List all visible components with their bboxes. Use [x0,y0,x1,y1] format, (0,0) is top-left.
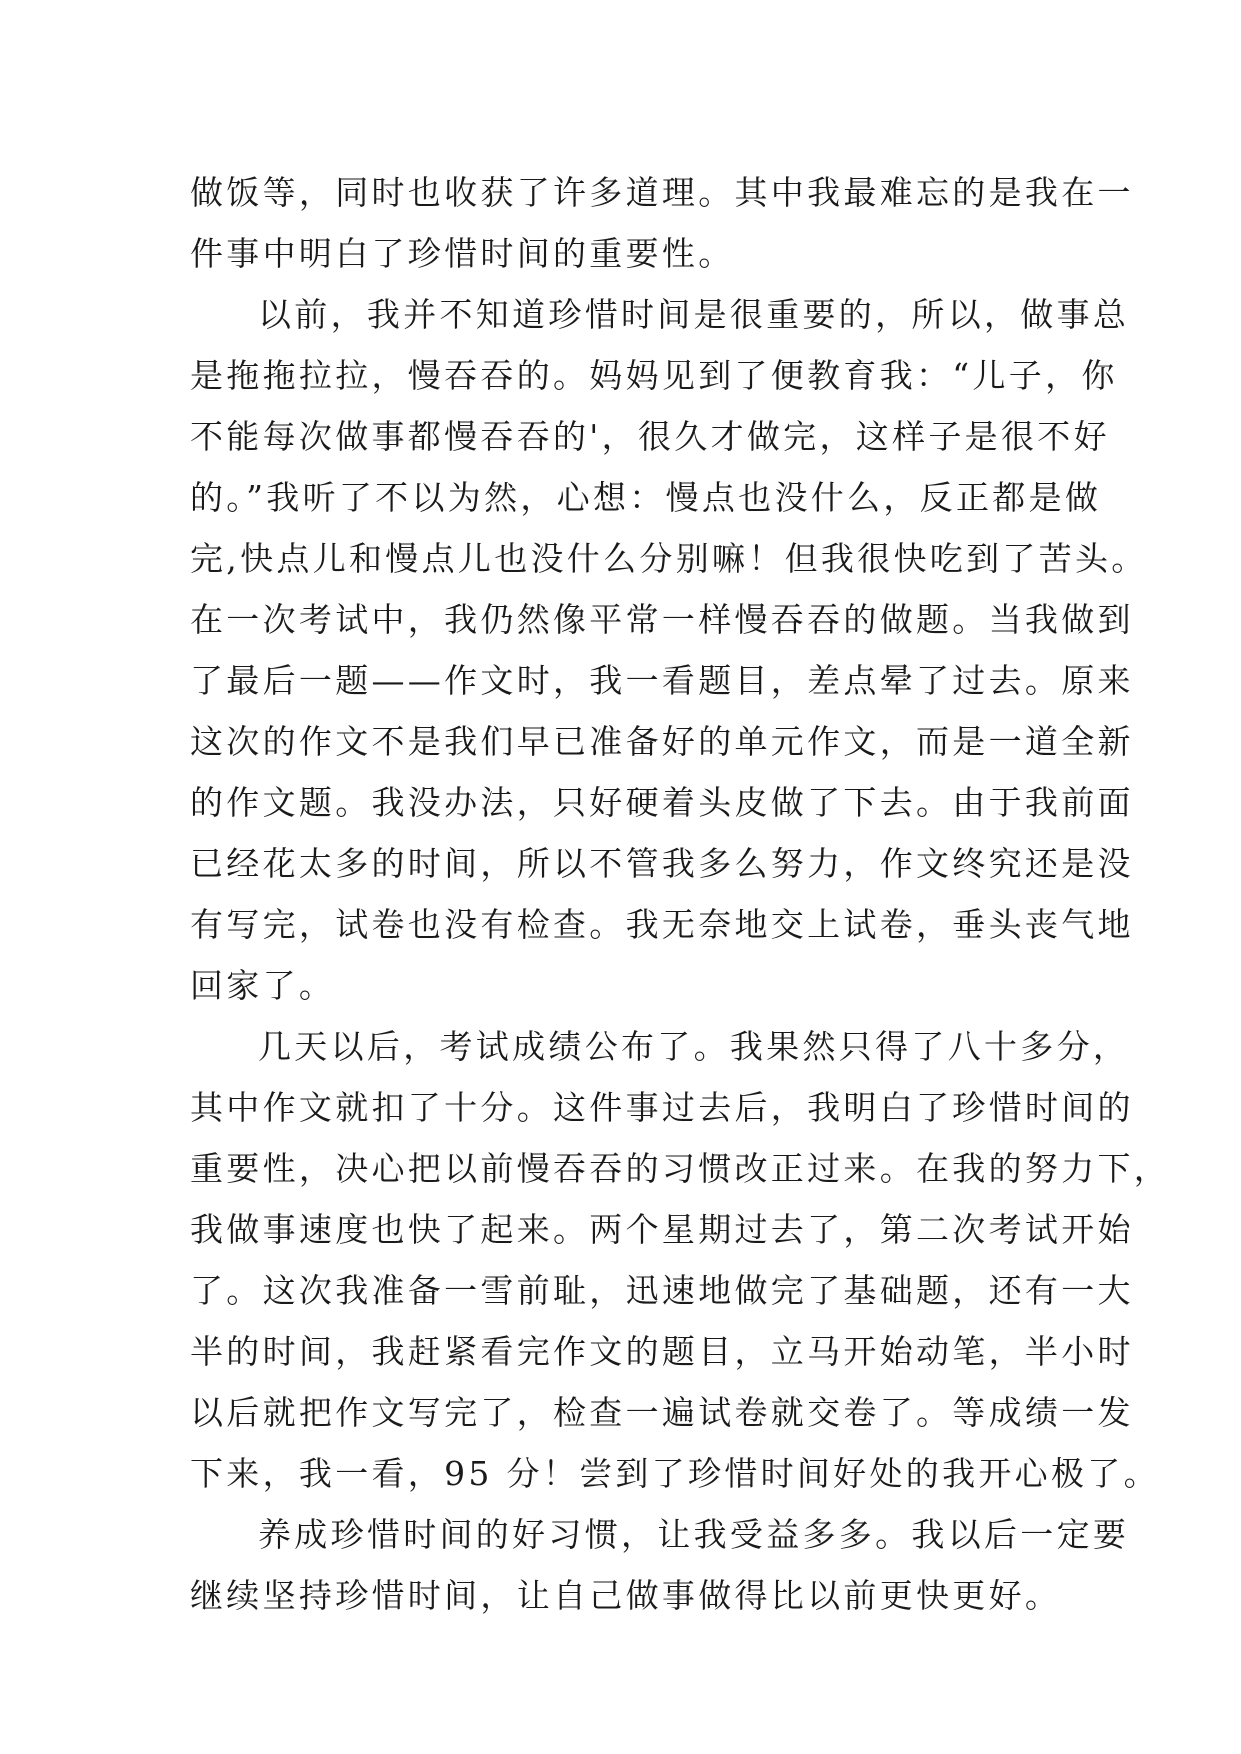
text-line: 回家了。 [190,966,336,1005]
text-line: 了。这次我准备一雪前耻，迅速地做完了基础题，还有一大 [190,1271,1134,1310]
text-line: 下来，我一看，95 分！尝到了珍惜时间好处的我开心极了。 [190,1454,1160,1493]
text-line: 件事中明白了珍惜时间的重要性。 [190,234,735,273]
paragraph-3 [190,1016,1171,1504]
text-line: 几天以后，考试成绩公布了。我果然只得了八十多分， [258,1027,1130,1066]
document-body [190,162,1171,1626]
text-line: 有写完，试卷也没有检查。我无奈地交上试卷，垂头丧气地 [190,905,1134,944]
text-line: 的。”我听了不以为然，心想：慢点也没什么，反正都是做 [190,478,1102,517]
paragraph-1 [190,162,1134,284]
text-line: 已经花太多的时间，所以不管我多么努力，作文终究还是没 [190,844,1134,883]
text-line: 这次的作文不是我们早已准备好的单元作文，而是一道全新 [190,722,1134,761]
text-line: 了最后一题——作文时，我一看题目，差点晕了过去。原来 [190,661,1134,700]
text-line: 不能每次做事都慢吞吞的'，很久才做完，这样子是很不好 [190,417,1110,456]
text-line: 半的时间，我赶紧看完作文的题目，立马开始动笔，半小时 [190,1332,1134,1371]
paragraph-2 [190,284,1148,1016]
text-line: 我做事速度也快了起来。两个星期过去了，第二次考试开始 [190,1210,1134,1249]
text-line: 继续坚持珍惜时间，让自己做事做得比以前更快更好。 [190,1576,1062,1615]
text-line: 做饭等，同时也收获了许多道理。其中我最难忘的是我在一 [190,173,1134,212]
text-line: 养成珍惜时间的好习惯，让我受益多多。我以后一定要 [258,1515,1130,1554]
text-line: 的作文题。我没办法，只好硬着头皮做了下去。由于我前面 [190,783,1134,822]
text-line: 以前，我并不知道珍惜时间是很重要的，所以，做事总 [258,295,1130,334]
text-line: 完,快点儿和慢点儿也没什么分别嘛！但我很快吃到了苦头。 [190,539,1148,578]
text-line: 其中作文就扣了十分。这件事过去后，我明白了珍惜时间的 [190,1088,1134,1127]
text-line: 以后就把作文写完了，检查一遍试卷就交卷了。等成绩一发 [190,1393,1134,1432]
text-line: 是拖拖拉拉，慢吞吞的。妈妈见到了便教育我：“儿子，你 [190,356,1118,395]
text-line: 重要性，决心把以前慢吞吞的习惯改正过来。在我的努力下， [190,1149,1171,1188]
text-line: 在一次考试中，我仍然像平常一样慢吞吞的做题。当我做到 [190,600,1134,639]
paragraph-4 [190,1504,1130,1626]
